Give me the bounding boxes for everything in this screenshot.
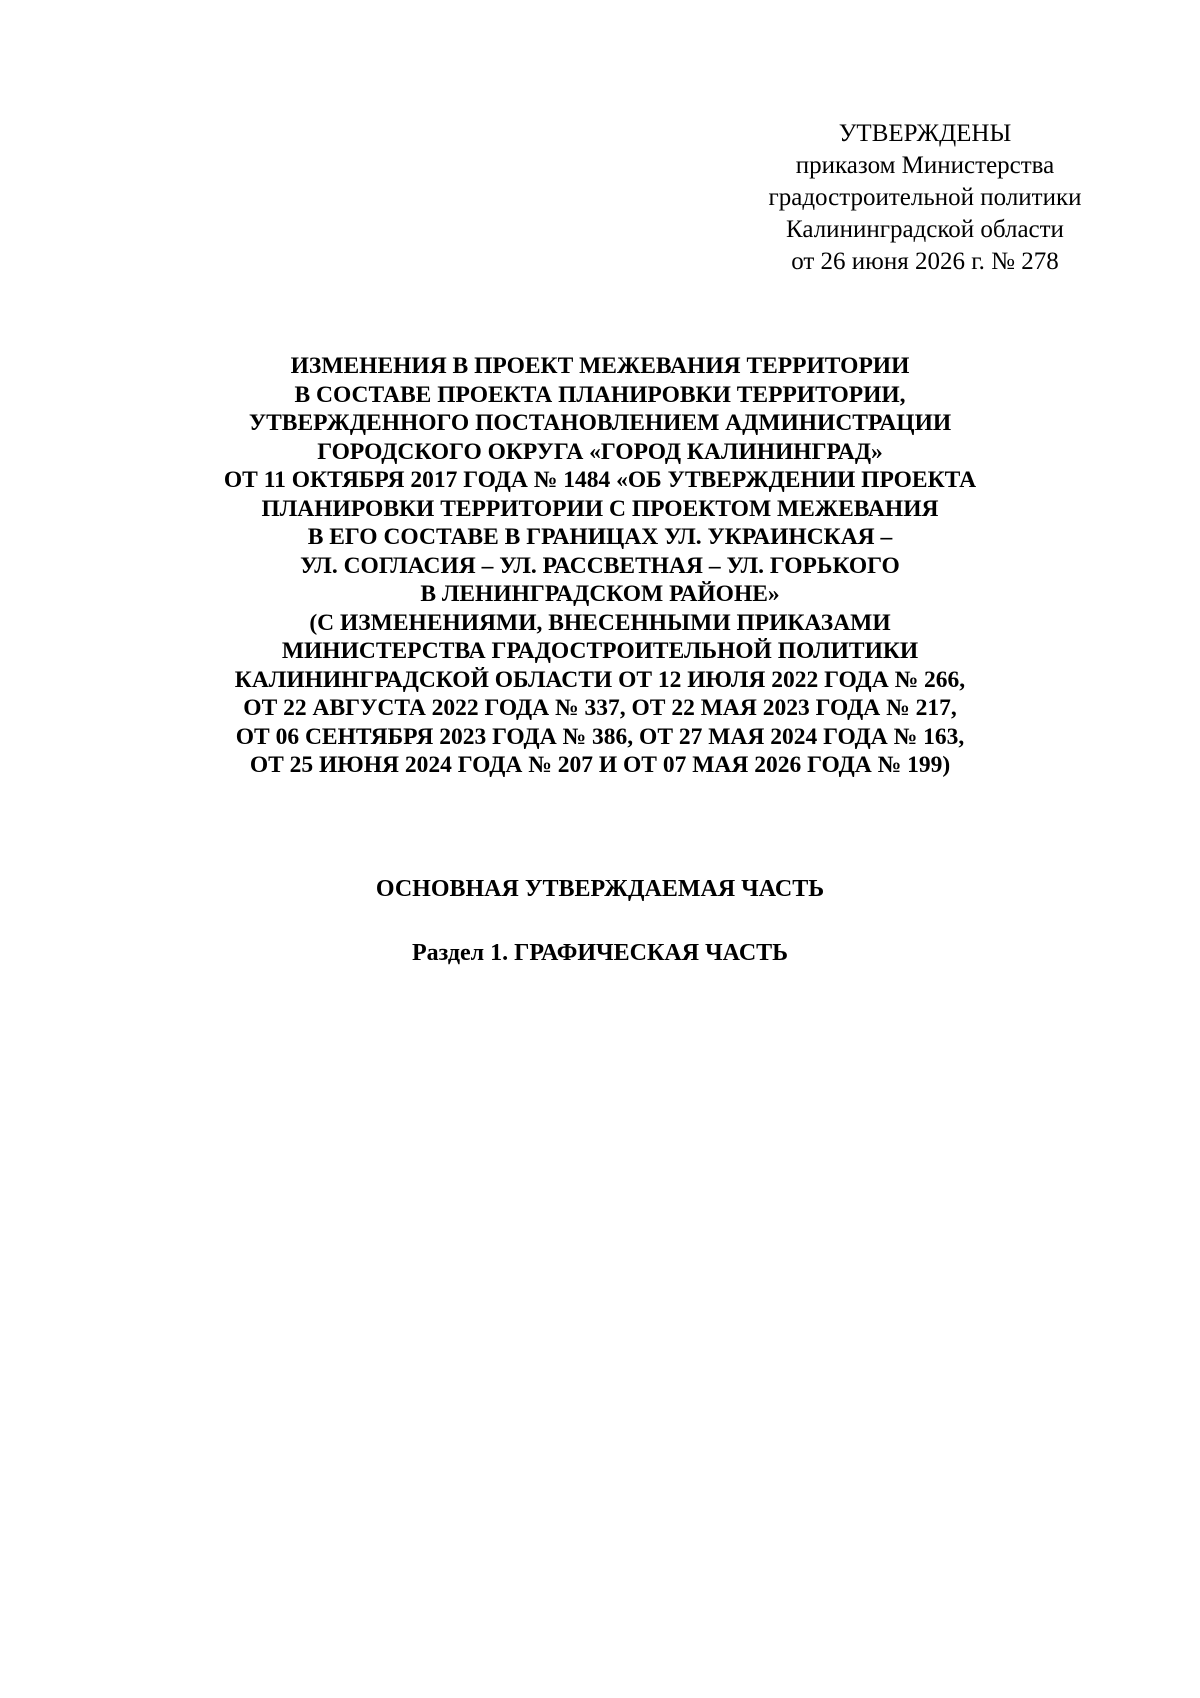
title-line: ИЗМЕНЕНИЯ В ПРОЕКТ МЕЖЕВАНИЯ ТЕРРИТОРИИ bbox=[290, 353, 910, 379]
title-line: УТВЕРЖДЕННОГО ПОСТАНОВЛЕНИЕМ АДМИНИСТРАЦИИ bbox=[248, 410, 952, 436]
section-heading-main: ОСНОВНАЯ УТВЕРЖДАЕМАЯ ЧАСТЬ bbox=[375, 876, 825, 902]
title-line: ОТ 22 АВГУСТА 2022 ГОДА № 337, ОТ 22 МАЯ 2023 ГОДА № 217, bbox=[243, 695, 957, 721]
approval-date-number: от 26 июня 2026 г. № 278 bbox=[791, 248, 1059, 275]
title-line: В ЛЕНИНГРАДСКОМ РАЙОНЕ» bbox=[420, 581, 780, 607]
title-line: ОТ 06 СЕНТЯБРЯ 2023 ГОДА № 386, ОТ 27 МАЯ 2024 ГОДА № 163, bbox=[235, 723, 965, 750]
title-line: ГОРОДСКОГО ОКРУГА «ГОРОД КАЛИНИНГРАД» bbox=[317, 438, 883, 465]
section-heading-graphic: Раздел 1. ГРАФИЧЕСКАЯ ЧАСТЬ bbox=[411, 940, 789, 966]
title-line: В СОСТАВЕ ПРОЕКТА ПЛАНИРОВКИ ТЕРРИТОРИИ, bbox=[294, 381, 906, 408]
approval-line: Калининградской области bbox=[786, 216, 1064, 243]
title-line: (С ИЗМЕНЕНИЯМИ, ВНЕСЕННЫМИ ПРИКАЗАМИ bbox=[309, 609, 891, 636]
title-line: УЛ. СОГЛАСИЯ – УЛ. РАССВЕТНАЯ – УЛ. ГОРЬКОГО bbox=[300, 552, 900, 579]
title-line: ОТ 11 ОКТЯБРЯ 2017 ГОДА № 1484 «ОБ УТВЕРЖДЕНИИ ПРОЕКТА bbox=[223, 467, 977, 493]
title-line: В ЕГО СОСТАВЕ В ГРАНИЦАХ УЛ. УКРАИНСКАЯ – bbox=[307, 524, 893, 550]
approval-heading: УТВЕРЖДЕНЫ bbox=[838, 120, 1012, 147]
approval-line: приказом Министерства bbox=[795, 152, 1055, 179]
title-line: ПЛАНИРОВКИ ТЕРРИТОРИИ С ПРОЕКТОМ МЕЖЕВАНИЯ bbox=[261, 495, 939, 522]
document-title bbox=[100, 352, 1100, 780]
approval-stamp bbox=[740, 118, 1110, 278]
title-line: КАЛИНИНГРАДСКОЙ ОБЛАСТИ ОТ 12 ИЮЛЯ 2022 ГОДА № 266, bbox=[234, 666, 966, 693]
approval-line: градостроительной политики bbox=[768, 184, 1082, 211]
title-line: МИНИСТЕРСТВА ГРАДОСТРОИТЕЛЬНОЙ ПОЛИТИКИ bbox=[281, 638, 919, 664]
title-line: ОТ 25 ИЮНЯ 2024 ГОДА № 207 И ОТ 07 МАЯ 2026 ГОДА № 199) bbox=[249, 752, 951, 778]
